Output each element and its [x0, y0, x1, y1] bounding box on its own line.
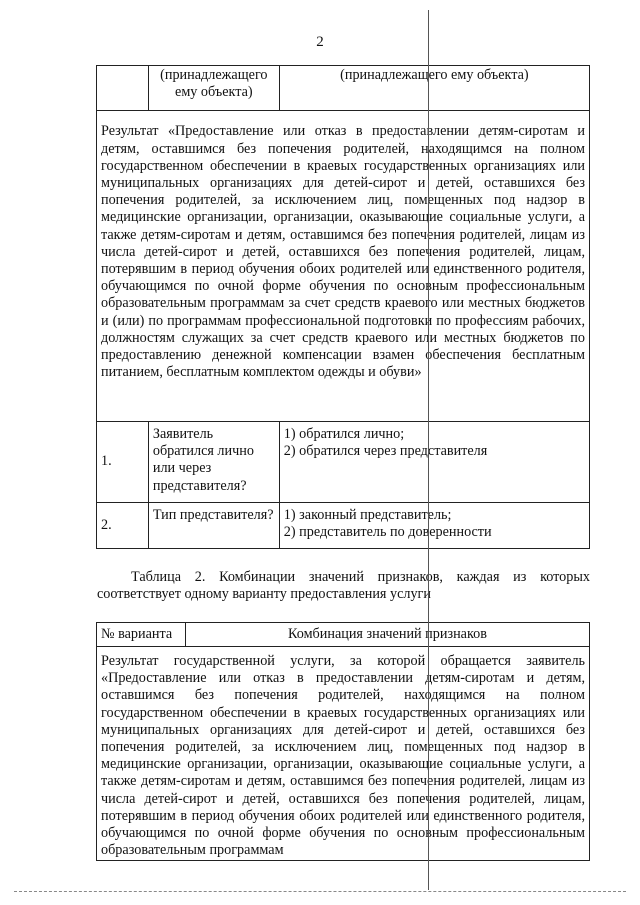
row-number: 2.	[97, 502, 149, 548]
row-feature: Тип представителя?	[148, 502, 279, 548]
header-cell-number	[97, 66, 149, 111]
combinations-table	[96, 622, 590, 861]
result-row	[97, 111, 590, 422]
result-text: Результат «Предоставление или отказ в предоставлении детям-сиротам и детям, оставшимся без попечения родителей, находящимся на полном государственном обеспечении в краевых государственных организациях или муниципальных организациях для детей-сирот и детей, оставшихся без попечения родителей, за исключением лиц, помещенных под надзор в медицинские организации, организации, оказывающие социальные услуги, а также детям-сиротам и детям, оставшимся без попечения родителей, лицам из числа детей-сирот и детей, оставшихся без попечения родителей, лицам, потерявшим в период обучения обоих родителей или единственного родителя, обучающимся по очной форме обучения по основным профессиональным образовательным программам за счет средств краевого или местных бюджетов и (или) по программам профессиональной подготовки по профессиям рабочих, должностям служащих за счет средств краевого или местных бюджетов по предоставлению денежной компенсации взамен обеспечения бесплатным питанием, бесплатным комплектом одежды и обуви»	[97, 111, 590, 422]
header-cell-variant: № варианта	[97, 623, 186, 647]
result-row	[97, 647, 590, 861]
value-item: 2) обратился через представителя	[283, 443, 488, 460]
table-row	[97, 502, 590, 548]
page-number: 2	[316, 34, 324, 50]
row-number: 1.	[97, 422, 149, 503]
value-item: 1) обратился лично;	[283, 426, 405, 443]
scan-artifact-line	[428, 10, 429, 890]
header-cell-feature: (принадлежащего ему объекта)	[148, 66, 279, 111]
value-item: 2) представитель по доверенности	[283, 523, 492, 540]
value-item: 1) законный представитель;	[283, 506, 452, 523]
table-row	[97, 422, 590, 503]
row-values	[279, 422, 589, 503]
features-table	[96, 65, 590, 549]
header-cell-combination: Комбинация значений признаков	[185, 623, 589, 647]
table-header-row	[97, 623, 590, 647]
row-feature: Заявитель обратился лично или через представителя?	[148, 422, 279, 503]
table-header-row	[97, 66, 590, 111]
result-text: Результат государственной услуги, за которой обращается заявитель «Предоставление или отказ в предоставлении детям-сиротам и детям, оставшимся без попечения родителей, находящимся на полном государственном обеспечении в краевых государственных организациях или муниципальных организациях для детей-сирот и детей, оставшихся без попечения родителей, за исключением лиц, помещенных под надзор в медицинские организации, организации, оказывающие социальные услуги, а также детям-сиротам и детям, оставшимся без попечения родителей, лицам из числа детей-сирот и детей, оставшихся без попечения родителей, лицам, потерявшим в период обучения обоих родителей или единственного родителя, обучающимся по очной форме обучения по основным профессиональным образовательным программам	[97, 647, 590, 861]
scan-artifact-bottom	[14, 891, 626, 892]
table-caption: Таблица 2. Комбинации значений признаков, каждая из которых соответствует одному варианту предоставления услуги	[97, 569, 590, 603]
header-cell-values: (принадлежащего ему объекта)	[279, 66, 589, 111]
row-values	[279, 502, 589, 548]
